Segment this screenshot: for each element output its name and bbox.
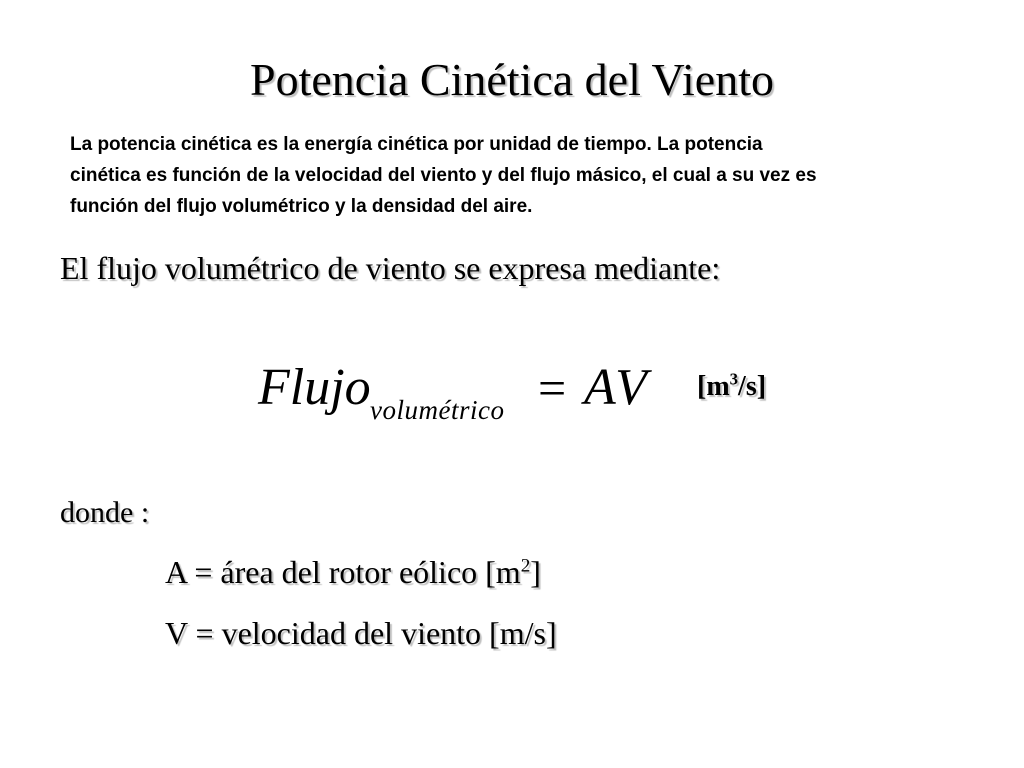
slide-title: Potencia Cinética del Viento <box>250 54 774 105</box>
intro-line-2: cinética es función de la velocidad del viento y del flujo másico, el cual a su vez es <box>70 165 817 186</box>
formula-rhs: AV <box>584 359 649 416</box>
definition-area-text: A = área del rotor eólico [m <box>165 554 521 590</box>
intro-line-1: La potencia cinética es la energía cinética por unidad de tiempo. La potencia <box>70 134 763 155</box>
formula-subscript: volumétrico <box>370 395 505 425</box>
units-exponent: 3 <box>729 369 739 389</box>
definition-area-exponent: 2 <box>520 555 531 577</box>
definition-velocity: V = velocidad del viento [m/s] <box>165 615 557 651</box>
formula-main-term: Flujo <box>258 359 371 416</box>
definition-area-suffix: ] <box>530 554 541 590</box>
units-label <box>697 370 766 404</box>
intro-paragraph <box>70 129 970 222</box>
units-suffix: /s] <box>738 371 767 402</box>
definition-area <box>165 552 541 592</box>
units-prefix: [m <box>697 371 730 402</box>
lead-text: El flujo volumétrico de viento se expresa mediante: <box>60 250 721 286</box>
where-label: donde : <box>60 496 150 529</box>
formula-equals: = <box>538 360 567 416</box>
intro-line-3: función del flujo volumétrico y la densidad del aire. <box>70 196 533 217</box>
